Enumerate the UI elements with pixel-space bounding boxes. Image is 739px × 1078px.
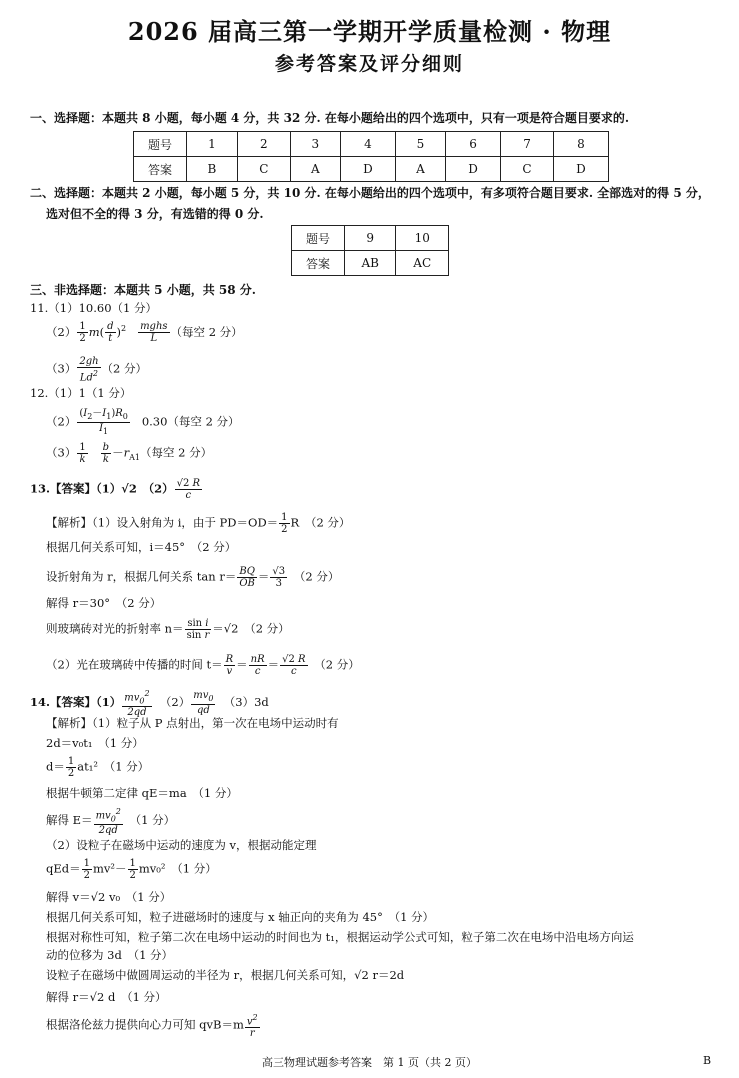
table-cell: 4	[340, 132, 395, 157]
table-header-cell: 答案	[134, 157, 187, 182]
page-subtitle: 参考答案及评分细则	[274, 53, 464, 75]
table-cell: 5	[395, 132, 445, 157]
table-header-cell: 题号	[134, 132, 187, 157]
page-title: 2026 届高三第一学期开学质量检测 · 物理	[127, 17, 612, 46]
q11-line1: 11.（1）10.60（1 分）	[30, 301, 157, 315]
table-row	[134, 157, 609, 182]
q14-answer: 14.【答案】（1） $\frac{mv_0^2}{2qd}$ （2） $\frac{mv_0}{qd}$ （3）3d	[30, 689, 269, 719]
table-cell: A	[395, 157, 445, 182]
table-cell: C	[501, 157, 554, 182]
q14-analysis-10: 根据对称性可知，粒子第二次在电场中运动的时间也为 t₁，根据运动学公式可知，粒子第二次在电场中沿电场方向运	[46, 930, 634, 944]
table-cell: B	[187, 157, 238, 182]
table-cell: 10	[396, 226, 449, 251]
section-1-answer-table	[133, 131, 609, 182]
q12-line1: 12.（1）1（1 分）	[30, 386, 132, 400]
q13-analysis-6: （2）光在玻璃砖中传播的时间 t＝ $\frac{R}{v}$ ＝ $\frac{nR}{c}$ ＝ $\frac{√2 R}{c}$ （2 分）	[46, 654, 360, 677]
table-cell: AB	[345, 251, 396, 276]
q13-analysis-2: 根据几何关系可知，i＝45° （2 分）	[46, 540, 237, 554]
q14-analysis-12: 设粒子在磁场中做圆周运动的半径为 r，根据几何关系可知，√2 r＝2d	[46, 968, 405, 982]
table-cell: D	[340, 157, 395, 182]
q13-analysis-5: 则玻璃砖对光的折射率 n＝ $\frac{\text{sin i}}{\text{sin r}}$ ＝√2 （2 分）	[46, 618, 290, 641]
table-cell: D	[553, 157, 608, 182]
q13-analysis-4: 解得 r＝30° （2 分）	[46, 596, 162, 610]
table-row	[292, 251, 449, 276]
q11-line2: （2） $\frac{1}{2}$ m( $\frac{d}{t}$ )$^2$ $\frac{\text{mghs}}{L}$ （每空 2 分）	[46, 321, 243, 345]
q14-analysis-7: qEd＝ $\frac{1}{2}$ mv²－ $\frac{1}{2}$ mv₀² （1 分）	[46, 858, 217, 881]
table-cell: 9	[345, 226, 396, 251]
section-2-heading-line1: 二、选择题：本题共 2 小题，每小题 5 分，共 10 分. 在每小题给出的四个选项中，有多项符合题目要求. 全部选对的得 5 分，	[30, 186, 710, 200]
section-1-heading: 一、选择题：本题共 8 小题，每小题 4 分，共 32 分. 在每小题给出的四个选项中，只有一项是符合题目要求的.	[30, 111, 630, 125]
paper-version-code: B	[703, 1054, 712, 1067]
q14-analysis-8: 解得 v＝√2 v₀ （1 分）	[46, 890, 172, 904]
q12-line3: （3） $\frac{1}{k}$ $\frac{b}{k}$ $-r_{A1}$（每空 2 分）	[46, 442, 213, 465]
table-cell: 6	[446, 132, 501, 157]
section-2-heading-line2: 选对但不全的得 3 分，有选错的得 0 分.	[46, 207, 264, 221]
q14-analysis-14: 根据洛伦兹力提供向心力可知 qvB＝m $\frac{v^2}{r}$	[46, 1013, 258, 1040]
q14-analysis-5: 解得 E＝ $\frac{mv_0^2}{2qd}$ （1 分）	[46, 807, 176, 837]
table-cell: 3	[290, 132, 340, 157]
q13-analysis-3: 设折射角为 r，根据几何关系 tan r＝ $\frac{BQ}{OB}$ ＝ $\frac{√3}{3}$ （2 分）	[46, 566, 340, 589]
table-header-cell: 题号	[292, 226, 345, 251]
table-cell: 2	[237, 132, 290, 157]
section-3-heading: 三、非选择题：本题共 5 小题，共 58 分.	[30, 283, 256, 297]
q14-analysis-11: 动的位移为 3d （1 分）	[46, 948, 174, 962]
q11-line3: （3） $\frac{2gh}{Ld^2}$ （2 分）	[46, 356, 148, 384]
q14-analysis-13: 解得 r＝√2 d （1 分）	[46, 990, 167, 1004]
table-cell: C	[237, 157, 290, 182]
table-row	[292, 226, 449, 251]
q14-analysis-3: d＝ $\frac{1}{2}$ at₁² （1 分）	[46, 756, 150, 779]
q13-answer: 13.【答案】（1）√2 （2） $\frac{√2 R}{c}$	[30, 478, 201, 501]
q13-analysis-1: 【解析】（1）设入射角为 i，由于 PD＝OD＝ $\frac{1}{2}$ R （2 分）	[46, 512, 351, 535]
q14-analysis-1: 【解析】（1）粒子从 P 点射出，第一次在电场中运动时有	[46, 716, 339, 730]
q12-line2: （2） $\frac{(I_2-I_1)R_0}{I_1}$ 0.30（每空 2 分）	[46, 408, 240, 436]
q14-analysis-9: 根据几何关系可知，粒子进磁场时的速度与 x 轴正向的夹角为 45° （1 分）	[46, 910, 435, 924]
q14-analysis-6: （2）设粒子在磁场中运动的速度为 v，根据动能定理	[46, 838, 317, 852]
table-cell: AC	[396, 251, 449, 276]
table-cell: D	[446, 157, 501, 182]
table-header-cell: 答案	[292, 251, 345, 276]
q14-analysis-4: 根据牛顿第二定律 qE＝ma （1 分）	[46, 786, 238, 800]
section-2-answer-table	[291, 225, 449, 276]
table-cell: 7	[501, 132, 554, 157]
page-footer: 高三物理试题参考答案 第 1 页（共 2 页）	[262, 1056, 477, 1069]
table-row	[134, 132, 609, 157]
q14-analysis-2: 2d＝v₀t₁ （1 分）	[46, 736, 144, 750]
table-cell: A	[290, 157, 340, 182]
table-cell: 8	[553, 132, 608, 157]
table-cell: 1	[187, 132, 238, 157]
